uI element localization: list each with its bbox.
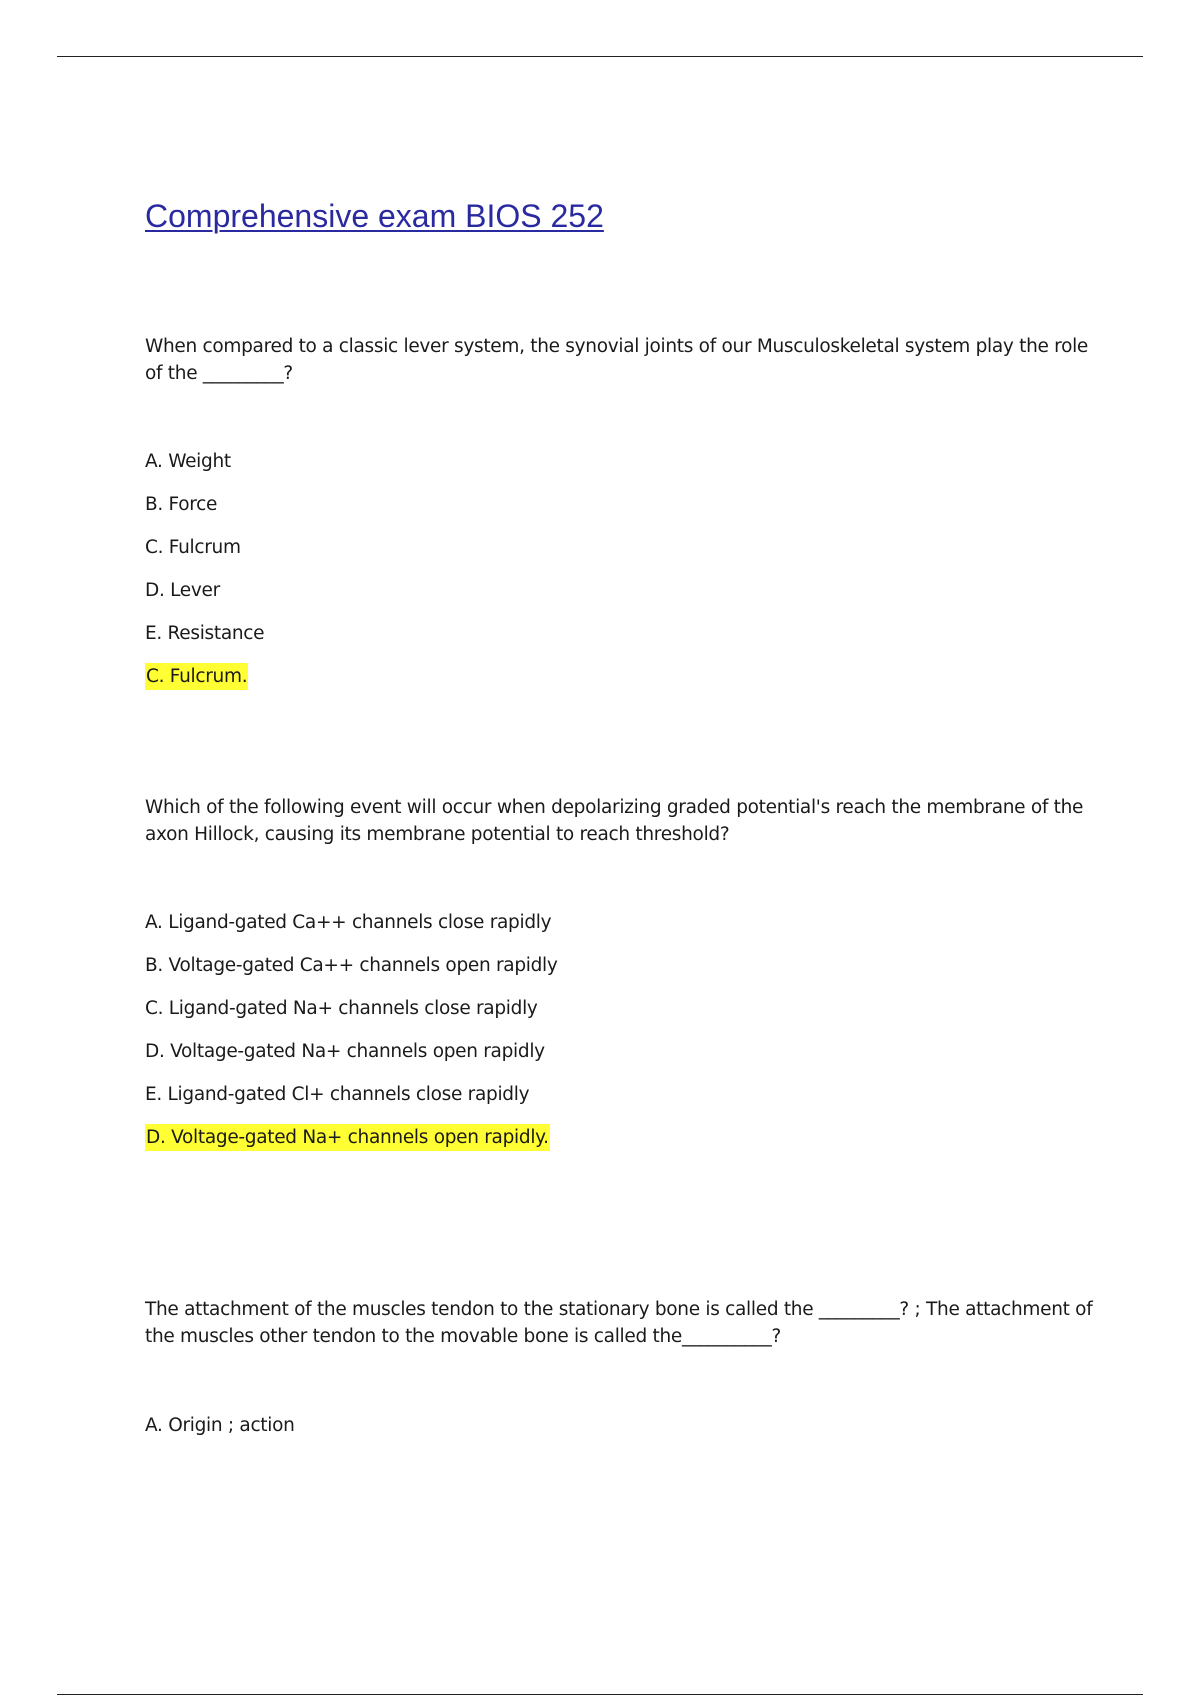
question-3-text: The attachment of the muscles tendon to the stationary bone is called the _________? ; The attachment of the muscles other tendon to the movable bone is called the__________? — [145, 1299, 1093, 1347]
question-2-option-b: B. Voltage-gated Ca++ channels open rapidly — [145, 955, 558, 976]
question-3-options — [145, 1412, 295, 1455]
question-3-option-a: A. Origin ; action — [145, 1415, 295, 1436]
question-2-options — [145, 909, 558, 1167]
question-1-answer-row — [145, 663, 264, 706]
question-2-option-e: E. Ligand-gated Cl+ channels close rapidly — [145, 1084, 530, 1105]
question-2-option-c: C. Ligand-gated Na+ channels close rapidly — [145, 998, 538, 1019]
question-1-option-a: A. Weight — [145, 451, 231, 472]
footer-rule — [57, 1694, 1143, 1695]
question-1-option-e: E. Resistance — [145, 623, 265, 644]
question-1-option-d: D. Lever — [145, 580, 220, 601]
document-title-link[interactable]: Comprehensive exam BIOS 252 — [145, 198, 604, 234]
question-1-option-c: C. Fulcrum — [145, 537, 241, 558]
question-2-text: Which of the following event will occur when depolarizing graded potential's reach the membrane of the axon Hillock, causing its membrane potential to reach threshold? — [145, 797, 1084, 845]
question-2-option-d: D. Voltage-gated Na+ channels open rapidly — [145, 1041, 545, 1062]
question-2-answer-row — [145, 1124, 558, 1167]
question-2-answer: D. Voltage-gated Na+ channels open rapidly. — [145, 1124, 550, 1151]
question-1-text: When compared to a classic lever system, the synovial joints of our Musculoskeletal system play the role of the _________? — [145, 336, 1089, 384]
question-1-answer: C. Fulcrum. — [145, 663, 248, 690]
question-2-option-a: A. Ligand-gated Ca++ channels close rapidly — [145, 912, 552, 933]
question-1-options — [145, 448, 264, 706]
header-rule — [57, 56, 1143, 57]
question-1-option-b: B. Force — [145, 494, 218, 515]
